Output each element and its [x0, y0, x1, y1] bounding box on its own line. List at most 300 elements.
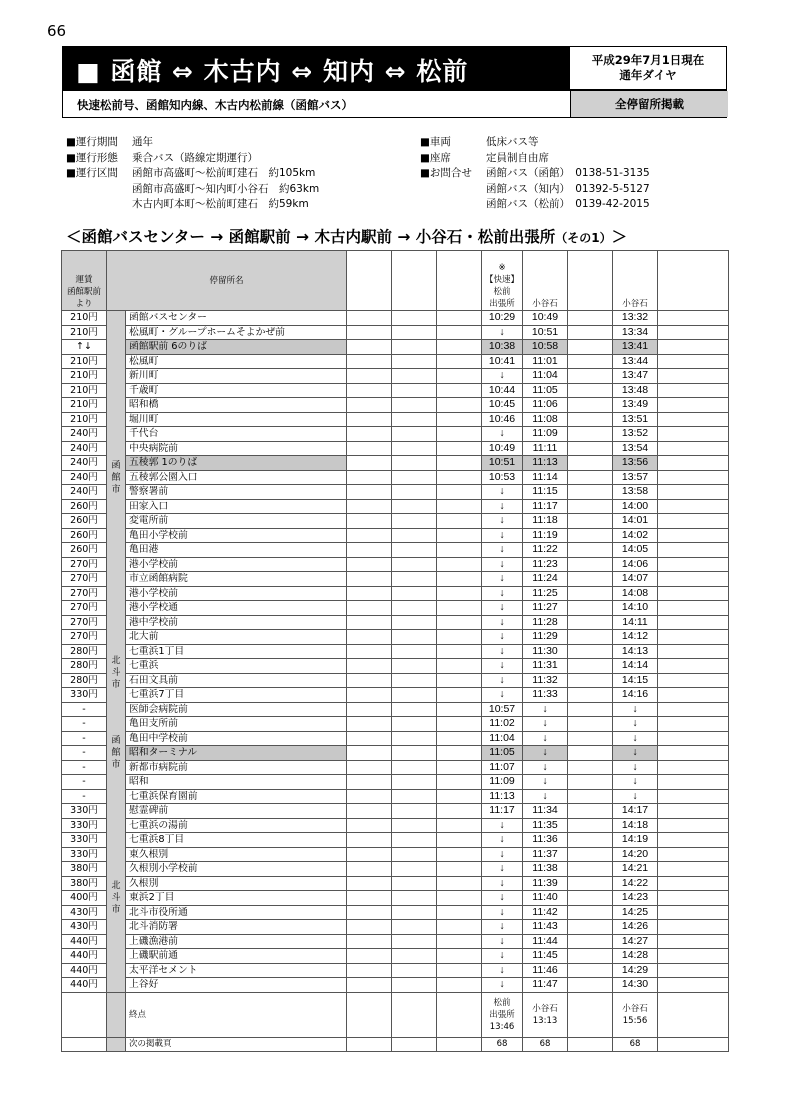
stop-name: 久根別小学校前	[126, 862, 347, 877]
empty-cell	[658, 586, 729, 601]
fare-cell: 330円	[62, 818, 107, 833]
empty-cell	[437, 354, 482, 369]
empty-cell	[347, 876, 392, 891]
empty-cell	[392, 978, 437, 993]
time-cell: 11:15	[523, 485, 568, 500]
stop-name: 警察署前	[126, 485, 347, 500]
empty-cell	[392, 398, 437, 413]
empty-cell	[347, 354, 392, 369]
empty-cell	[392, 891, 437, 906]
table-row	[62, 630, 729, 645]
empty-cell	[568, 818, 613, 833]
empty-cell	[658, 804, 729, 819]
empty-cell	[392, 325, 437, 340]
fare-cell: 430円	[62, 905, 107, 920]
empty-cell	[568, 862, 613, 877]
fare-cell: 240円	[62, 456, 107, 471]
fare-cell: 260円	[62, 543, 107, 558]
table-row	[62, 586, 729, 601]
time-cell: 11:06	[523, 398, 568, 413]
empty-cell	[347, 427, 392, 442]
empty-cell	[392, 963, 437, 978]
time-cell: 11:38	[523, 862, 568, 877]
stop-name: 七重浜保育園前	[126, 789, 347, 804]
time-cell: 14:21	[613, 862, 658, 877]
table-row	[62, 920, 729, 935]
time-cell: 14:17	[613, 804, 658, 819]
stop-name: 千歳町	[126, 383, 347, 398]
empty-cell	[347, 572, 392, 587]
stop-name: 上磯漁港前	[126, 934, 347, 949]
time-cell: ↓	[482, 485, 523, 500]
time-cell: 14:08	[613, 586, 658, 601]
empty-cell	[658, 963, 729, 978]
table-row	[62, 963, 729, 978]
empty-cell	[392, 702, 437, 717]
time-cell: ↓	[523, 775, 568, 790]
empty-cell	[392, 659, 437, 674]
time-cell: 11:39	[523, 876, 568, 891]
time-cell: 11:18	[523, 514, 568, 529]
empty-cell	[568, 847, 613, 862]
time-cell: 11:31	[523, 659, 568, 674]
time-cell: 11:37	[523, 847, 568, 862]
empty-cell	[107, 1037, 126, 1051]
empty-cell	[437, 586, 482, 601]
empty-cell	[347, 789, 392, 804]
empty-cell	[437, 630, 482, 645]
table-row	[62, 862, 729, 877]
time-cell: ↓	[482, 949, 523, 964]
empty-cell	[568, 528, 613, 543]
stop-name: 新川町	[126, 369, 347, 384]
time-cell: 14:27	[613, 934, 658, 949]
info-left-value: 木古内町本町～松前町建石 約59km	[132, 198, 309, 210]
time-cell: ↓	[482, 862, 523, 877]
table-row	[62, 717, 729, 732]
empty-cell	[568, 644, 613, 659]
empty-cell	[392, 717, 437, 732]
empty-cell	[392, 644, 437, 659]
table-row	[62, 311, 729, 326]
route-heading-text: ＜函館バスセンター → 函館駅前 → 木古内駅前 → 小谷石・松前出張所	[66, 228, 556, 246]
empty-cell	[568, 325, 613, 340]
terminal-label: 終点	[126, 992, 347, 1037]
fare-cell: 270円	[62, 586, 107, 601]
time-cell: 10:58	[523, 340, 568, 355]
time-cell: 13:32	[613, 311, 658, 326]
table-row	[62, 905, 729, 920]
empty-cell	[568, 615, 613, 630]
empty-cell	[347, 441, 392, 456]
time-cell: 11:23	[523, 557, 568, 572]
time-cell: 13:44	[613, 354, 658, 369]
stop-name: 変電所前	[126, 514, 347, 529]
fare-cell: 270円	[62, 557, 107, 572]
empty-cell	[62, 1037, 107, 1051]
stop-name: 新都市病院前	[126, 760, 347, 775]
empty-cell	[568, 427, 613, 442]
time-cell: 11:30	[523, 644, 568, 659]
empty-cell	[437, 340, 482, 355]
empty-cell	[347, 760, 392, 775]
stop-name: 五稜郭 1のりば	[126, 456, 347, 471]
date-line-2: 通年ダイヤ	[619, 68, 677, 82]
stop-name: 久根別	[126, 876, 347, 891]
empty-cell	[437, 876, 482, 891]
time-cell: 14:15	[613, 673, 658, 688]
time-cell: 10:51	[523, 325, 568, 340]
time-cell: ↓	[613, 702, 658, 717]
stop-name: 七重浜の湯前	[126, 818, 347, 833]
table-row	[62, 978, 729, 993]
empty-cell	[347, 325, 392, 340]
empty-cell	[658, 920, 729, 935]
empty-cell	[658, 905, 729, 920]
empty-cell	[437, 775, 482, 790]
time-cell: ↓	[482, 528, 523, 543]
stop-name: 上磯駅前通	[126, 949, 347, 964]
empty-cell	[437, 963, 482, 978]
time-cell: 13:56	[613, 456, 658, 471]
empty-cell	[347, 978, 392, 993]
fare-cell: 270円	[62, 601, 107, 616]
time-cell: ↓	[482, 659, 523, 674]
table-row	[62, 369, 729, 384]
fare-cell: 240円	[62, 485, 107, 500]
time-cell: ↓	[482, 572, 523, 587]
stop-name: 石田文具前	[126, 673, 347, 688]
time-cell: 13:54	[613, 441, 658, 456]
time-cell: 11:17	[482, 804, 523, 819]
time-cell: 11:46	[523, 963, 568, 978]
stop-name: 五稜郭公園入口	[126, 470, 347, 485]
stop-name: 亀田港	[126, 543, 347, 558]
empty-cell	[658, 470, 729, 485]
fare-cell: 380円	[62, 876, 107, 891]
empty-cell	[347, 601, 392, 616]
empty-cell	[437, 572, 482, 587]
time-cell: 14:01	[613, 514, 658, 529]
info-right-value: 函館バス（函館） 0138-51-3135	[486, 167, 650, 179]
time-cell: ↓	[523, 731, 568, 746]
empty-cell	[392, 412, 437, 427]
time-cell: 13:52	[613, 427, 658, 442]
fare-cell: 210円	[62, 412, 107, 427]
empty-cell	[658, 818, 729, 833]
empty-cell	[347, 485, 392, 500]
empty-cell	[392, 775, 437, 790]
stop-name: 函館バスセンター	[126, 311, 347, 326]
time-cell: 14:26	[613, 920, 658, 935]
time-cell: ↓	[482, 905, 523, 920]
terminal-cell: 小谷石 15:56	[613, 992, 658, 1037]
empty-cell	[347, 775, 392, 790]
time-cell: 11:44	[523, 934, 568, 949]
table-row	[62, 891, 729, 906]
table-row	[62, 325, 729, 340]
empty-cell	[347, 891, 392, 906]
table-row	[62, 572, 729, 587]
info-left	[66, 135, 319, 213]
empty-cell	[658, 1037, 729, 1051]
empty-cell	[568, 441, 613, 456]
info-right-key: ■座席	[420, 151, 451, 164]
time-cell: 11:11	[523, 441, 568, 456]
time-cell: 11:42	[523, 905, 568, 920]
empty-cell	[392, 992, 437, 1037]
fare-cell: 440円	[62, 949, 107, 964]
table-row	[62, 949, 729, 964]
empty-cell	[392, 601, 437, 616]
fare-cell: 330円	[62, 833, 107, 848]
empty-cell	[437, 833, 482, 848]
empty-cell	[347, 340, 392, 355]
empty-cell	[437, 804, 482, 819]
column-header	[658, 251, 729, 311]
time-cell: ↓	[482, 673, 523, 688]
empty-cell	[568, 354, 613, 369]
time-cell: 11:35	[523, 818, 568, 833]
empty-cell	[347, 862, 392, 877]
empty-cell	[392, 876, 437, 891]
table-row	[62, 456, 729, 471]
time-cell: 11:43	[523, 920, 568, 935]
stop-name: 港小学校通	[126, 601, 347, 616]
time-cell: 10:51	[482, 456, 523, 471]
city-label: 函 館 市	[107, 311, 126, 645]
table-row	[62, 760, 729, 775]
stop-name: 昭和ターミナル	[126, 746, 347, 761]
time-cell: 14:16	[613, 688, 658, 703]
time-cell: 14:02	[613, 528, 658, 543]
fare-cell: ↑↓	[62, 340, 107, 355]
empty-cell	[392, 456, 437, 471]
time-cell: 14:20	[613, 847, 658, 862]
empty-cell	[347, 499, 392, 514]
empty-cell	[437, 702, 482, 717]
date-box	[569, 46, 727, 90]
empty-cell	[392, 688, 437, 703]
empty-cell	[568, 905, 613, 920]
table-row	[62, 789, 729, 804]
column-header: 小谷石	[523, 251, 568, 311]
empty-cell	[347, 717, 392, 732]
column-header: ※ 【快速】 松前 出張所	[482, 251, 523, 311]
table-row	[62, 441, 729, 456]
empty-cell	[658, 369, 729, 384]
stop-header: 停留所名	[107, 251, 347, 311]
info-right-key: ■お問合せ	[420, 167, 472, 179]
empty-cell	[568, 833, 613, 848]
time-cell: 11:07	[482, 760, 523, 775]
table-row	[62, 775, 729, 790]
time-cell: 13:48	[613, 383, 658, 398]
empty-cell	[658, 572, 729, 587]
time-cell: 14:14	[613, 659, 658, 674]
empty-cell	[568, 398, 613, 413]
empty-cell	[347, 586, 392, 601]
time-cell: ↓	[482, 369, 523, 384]
empty-cell	[347, 644, 392, 659]
empty-cell	[658, 412, 729, 427]
time-cell: ↓	[613, 789, 658, 804]
date-line-1: 平成29年7月1日現在	[591, 53, 705, 67]
fare-cell: -	[62, 789, 107, 804]
stop-name: 北斗市役所通	[126, 905, 347, 920]
empty-cell	[658, 354, 729, 369]
time-cell: 13:47	[613, 369, 658, 384]
info-right-value: 函館バス（松前） 0139-42-2015	[486, 198, 650, 210]
empty-cell	[568, 499, 613, 514]
stop-name: 松風町・グループホームそよかぜ前	[126, 325, 347, 340]
empty-cell	[658, 833, 729, 848]
empty-cell	[437, 311, 482, 326]
stop-name: 中央病院前	[126, 441, 347, 456]
empty-cell	[347, 383, 392, 398]
empty-cell	[392, 369, 437, 384]
empty-cell	[568, 630, 613, 645]
empty-cell	[437, 499, 482, 514]
empty-cell	[347, 818, 392, 833]
empty-cell	[437, 934, 482, 949]
time-cell: 11:36	[523, 833, 568, 848]
time-cell: ↓	[482, 644, 523, 659]
empty-cell	[658, 543, 729, 558]
time-cell: ↓	[482, 978, 523, 993]
info-right-line	[420, 151, 650, 167]
empty-cell	[392, 427, 437, 442]
empty-cell	[347, 702, 392, 717]
empty-cell	[347, 470, 392, 485]
fare-cell: 210円	[62, 369, 107, 384]
table-row	[62, 543, 729, 558]
fare-cell: 210円	[62, 354, 107, 369]
table-row	[62, 615, 729, 630]
empty-cell	[658, 949, 729, 964]
time-cell: ↓	[482, 557, 523, 572]
stop-name: 慰霊碑前	[126, 804, 347, 819]
empty-cell	[568, 543, 613, 558]
time-cell: 14:19	[613, 833, 658, 848]
empty-cell	[437, 920, 482, 935]
empty-cell	[568, 963, 613, 978]
city-label: 函 館 市	[107, 702, 126, 804]
time-cell: 11:04	[482, 731, 523, 746]
empty-cell	[568, 992, 613, 1037]
timetable	[61, 250, 729, 1052]
stop-name: 北斗消防署	[126, 920, 347, 935]
time-cell: 10:38	[482, 340, 523, 355]
empty-cell	[437, 992, 482, 1037]
empty-cell	[568, 702, 613, 717]
info-right-line	[420, 182, 650, 198]
fare-cell: 210円	[62, 311, 107, 326]
empty-cell	[107, 992, 126, 1037]
empty-cell	[392, 905, 437, 920]
table-row	[62, 934, 729, 949]
empty-cell	[392, 528, 437, 543]
empty-cell	[568, 949, 613, 964]
fare-cell: 260円	[62, 499, 107, 514]
time-cell: 11:05	[523, 383, 568, 398]
empty-cell	[658, 876, 729, 891]
time-cell: ↓	[482, 514, 523, 529]
terminal-cell: 松前 出張所 13:46	[482, 992, 523, 1037]
empty-cell	[658, 340, 729, 355]
column-header	[347, 251, 392, 311]
empty-cell	[658, 775, 729, 790]
time-cell: 11:08	[523, 412, 568, 427]
time-cell: 13:51	[613, 412, 658, 427]
time-cell: ↓	[613, 746, 658, 761]
empty-cell	[392, 340, 437, 355]
empty-cell	[347, 412, 392, 427]
fare-cell: -	[62, 746, 107, 761]
empty-cell	[347, 311, 392, 326]
column-header	[437, 251, 482, 311]
empty-cell	[392, 804, 437, 819]
time-cell: ↓	[482, 891, 523, 906]
empty-cell	[658, 978, 729, 993]
stop-name: 上谷好	[126, 978, 347, 993]
empty-cell	[568, 340, 613, 355]
empty-cell	[568, 601, 613, 616]
time-cell: ↓	[482, 615, 523, 630]
empty-cell	[437, 905, 482, 920]
empty-cell	[347, 398, 392, 413]
time-cell: 11:29	[523, 630, 568, 645]
empty-cell	[658, 659, 729, 674]
table-row	[62, 354, 729, 369]
empty-cell	[568, 673, 613, 688]
route-heading	[66, 225, 627, 247]
empty-cell	[658, 456, 729, 471]
empty-cell	[347, 1037, 392, 1051]
empty-cell	[568, 920, 613, 935]
empty-cell	[437, 441, 482, 456]
empty-cell	[347, 746, 392, 761]
empty-cell	[568, 746, 613, 761]
fare-cell: 270円	[62, 572, 107, 587]
empty-cell	[437, 485, 482, 500]
time-cell: ↓	[613, 717, 658, 732]
empty-cell	[392, 731, 437, 746]
fare-cell: 270円	[62, 615, 107, 630]
info-right-line	[420, 166, 650, 182]
time-cell: ↓	[482, 543, 523, 558]
empty-cell	[658, 557, 729, 572]
table-row	[62, 847, 729, 862]
empty-cell	[347, 804, 392, 819]
empty-cell	[568, 311, 613, 326]
time-cell: ↓	[482, 833, 523, 848]
empty-cell	[658, 891, 729, 906]
next-page-label: 次の掲載頁	[126, 1037, 347, 1051]
time-cell: ↓	[523, 760, 568, 775]
stop-name: 田家入口	[126, 499, 347, 514]
empty-cell	[437, 601, 482, 616]
empty-cell	[658, 325, 729, 340]
stop-name: 七重浜8丁目	[126, 833, 347, 848]
fare-cell: 400円	[62, 891, 107, 906]
empty-cell	[437, 557, 482, 572]
empty-cell	[347, 963, 392, 978]
time-cell: ↓	[482, 427, 523, 442]
time-cell: ↓	[482, 963, 523, 978]
table-header	[62, 251, 729, 311]
time-cell: ↓	[482, 847, 523, 862]
